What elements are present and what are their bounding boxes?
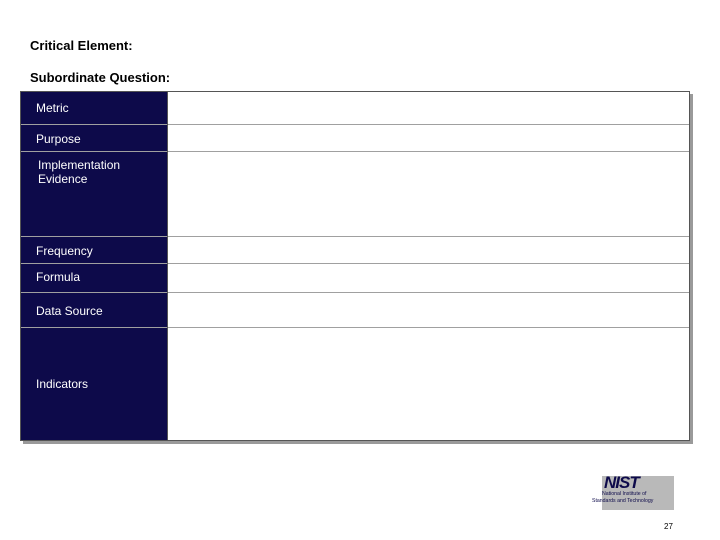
row-value-frequency[interactable] (168, 237, 689, 264)
nist-logo-graphic (588, 470, 676, 510)
row-value-purpose[interactable] (168, 125, 689, 152)
logo-line-2: Standards and Technology (592, 498, 654, 504)
row-label-indicators: Indicators (21, 328, 167, 440)
row-label-data-source: Data Source (21, 293, 167, 328)
table-row-data-source (21, 292, 689, 328)
table-row-purpose (21, 124, 689, 152)
row-value-data-source[interactable] (168, 293, 689, 328)
metrics-table (20, 91, 690, 441)
row-value-implementation-evidence[interactable] (168, 152, 689, 237)
table-row-formula (21, 263, 689, 293)
row-label-metric: Metric (21, 92, 167, 124)
row-label-purpose: Purpose (21, 125, 167, 152)
logo-wordmark: NIST (604, 473, 639, 492)
subordinate-question-heading: Subordinate Question: (30, 70, 171, 85)
logo-line-1: National Institute of (602, 491, 647, 497)
row-label-formula: Formula (21, 264, 167, 293)
table-row-indicators (21, 327, 689, 440)
critical-element-heading: Critical Element: (30, 38, 133, 53)
row-label-implementation-evidence: Implementation Evidence (21, 152, 167, 237)
table-row-frequency (21, 236, 689, 264)
table-row-metric (21, 92, 689, 124)
page-number: 27 (664, 522, 673, 531)
row-value-indicators[interactable] (168, 328, 689, 440)
row-label-frequency: Frequency (21, 237, 167, 264)
row-value-formula[interactable] (168, 264, 689, 293)
column-divider (167, 92, 168, 440)
row-value-metric[interactable] (168, 92, 689, 124)
nist-logo (588, 470, 676, 510)
table-row-implementation-evidence (21, 151, 689, 237)
